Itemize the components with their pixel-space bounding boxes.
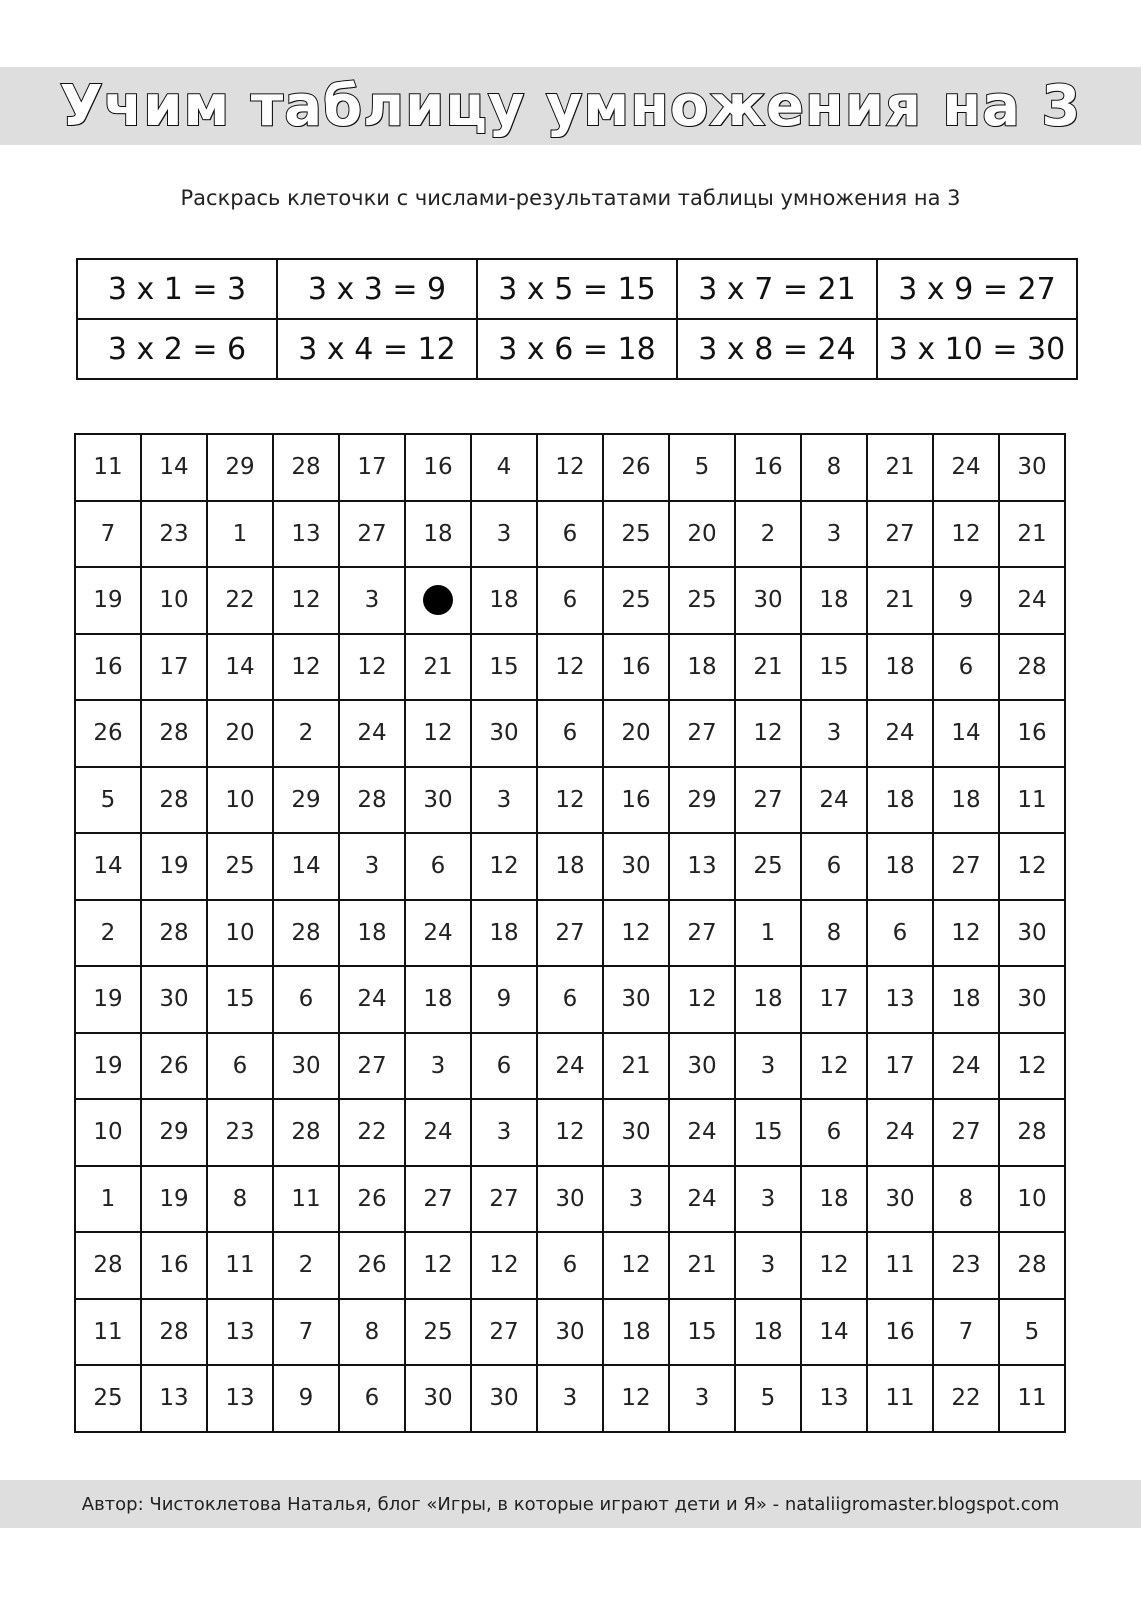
- grid-cell[interactable]: 3: [735, 1232, 801, 1299]
- grid-cell[interactable]: 27: [933, 833, 999, 900]
- grid-cell[interactable]: 11: [273, 1166, 339, 1233]
- grid-cell[interactable]: 24: [405, 900, 471, 967]
- grid-cell[interactable]: 29: [669, 767, 735, 834]
- grid-cell[interactable]: 15: [735, 1099, 801, 1166]
- grid-cell[interactable]: 3: [735, 1033, 801, 1100]
- grid-cell[interactable]: 3: [471, 767, 537, 834]
- grid-cell[interactable]: 18: [471, 567, 537, 634]
- grid-cell[interactable]: 27: [405, 1166, 471, 1233]
- grid-cell[interactable]: 6: [801, 833, 867, 900]
- grid-cell[interactable]: 14: [933, 700, 999, 767]
- grid-cell[interactable]: 3: [603, 1166, 669, 1233]
- grid-cell[interactable]: 10: [207, 900, 273, 967]
- grid-cell[interactable]: 16: [141, 1232, 207, 1299]
- grid-cell[interactable]: 18: [801, 1166, 867, 1233]
- grid-cell[interactable]: 18: [735, 966, 801, 1033]
- grid-cell[interactable]: 24: [933, 434, 999, 501]
- grid-cell[interactable]: 27: [669, 900, 735, 967]
- grid-cell[interactable]: 21: [405, 634, 471, 701]
- grid-cell[interactable]: 27: [339, 1033, 405, 1100]
- grid-cell[interactable]: 6: [273, 966, 339, 1033]
- grid-cell[interactable]: 30: [471, 700, 537, 767]
- grid-cell[interactable]: 6: [537, 700, 603, 767]
- grid-cell[interactable]: 13: [207, 1299, 273, 1366]
- grid-cell[interactable]: 19: [141, 1166, 207, 1233]
- grid-cell[interactable]: 12: [603, 1365, 669, 1432]
- grid-cell[interactable]: 26: [339, 1232, 405, 1299]
- grid-cell[interactable]: 25: [603, 501, 669, 568]
- fact-cell: 3 x 5 = 15: [477, 259, 677, 319]
- grid-cell[interactable]: 21: [999, 501, 1065, 568]
- grid-cell[interactable]: 5: [735, 1365, 801, 1432]
- grid-row: [75, 900, 1065, 967]
- grid-cell[interactable]: 9: [933, 567, 999, 634]
- grid-cell[interactable]: 18: [801, 567, 867, 634]
- grid-cell[interactable]: 27: [339, 501, 405, 568]
- grid-cell[interactable]: 17: [867, 1033, 933, 1100]
- grid-cell[interactable]: 7: [75, 501, 141, 568]
- grid-cell[interactable]: 26: [603, 434, 669, 501]
- grid-cell[interactable]: 10: [141, 567, 207, 634]
- grid-row: [75, 1365, 1065, 1432]
- grid-cell[interactable]: 18: [735, 1299, 801, 1366]
- title-bar: [0, 67, 1141, 145]
- grid-cell[interactable]: 18: [669, 634, 735, 701]
- grid-cell[interactable]: 13: [801, 1365, 867, 1432]
- fact-cell: 3 x 6 = 18: [477, 319, 677, 379]
- grid-cell[interactable]: 3: [339, 833, 405, 900]
- grid-cell[interactable]: 11: [999, 767, 1065, 834]
- grid-cell[interactable]: 17: [801, 966, 867, 1033]
- grid-cell[interactable]: 2: [273, 1232, 339, 1299]
- grid-cell[interactable]: 3: [537, 1365, 603, 1432]
- grid-cell[interactable]: 15: [801, 634, 867, 701]
- grid-cell[interactable]: 3: [801, 700, 867, 767]
- grid-row: [75, 1232, 1065, 1299]
- grid-cell[interactable]: 6: [537, 1232, 603, 1299]
- grid-cell[interactable]: 18: [405, 501, 471, 568]
- dot-icon: [423, 585, 453, 615]
- grid-cell[interactable]: 6: [405, 833, 471, 900]
- grid-cell[interactable]: 18: [471, 900, 537, 967]
- grid-cell[interactable]: 12: [735, 700, 801, 767]
- grid-cell[interactable]: 30: [537, 1166, 603, 1233]
- grid-row: [75, 501, 1065, 568]
- grid-cell[interactable]: 12: [273, 634, 339, 701]
- grid-cell[interactable]: 12: [405, 1232, 471, 1299]
- grid-cell[interactable]: 13: [207, 1365, 273, 1432]
- grid-cell[interactable]: 6: [471, 1033, 537, 1100]
- grid-cell[interactable]: 6: [537, 501, 603, 568]
- grid-cell[interactable]: 17: [141, 634, 207, 701]
- grid-cell[interactable]: 30: [141, 966, 207, 1033]
- grid-cell[interactable]: 12: [603, 1232, 669, 1299]
- grid-cell[interactable]: 30: [603, 833, 669, 900]
- grid-row: [75, 1299, 1065, 1366]
- grid-cell[interactable]: 24: [999, 567, 1065, 634]
- grid-cell[interactable]: 28: [141, 1299, 207, 1366]
- grid-cell[interactable]: 27: [735, 767, 801, 834]
- grid-cell[interactable]: 12: [999, 1033, 1065, 1100]
- grid-cell[interactable]: 15: [669, 1299, 735, 1366]
- grid-cell[interactable]: 11: [867, 1232, 933, 1299]
- grid-cell[interactable]: 25: [207, 833, 273, 900]
- grid-cell[interactable]: 24: [867, 1099, 933, 1166]
- grid-cell[interactable]: 25: [735, 833, 801, 900]
- grid-cell[interactable]: 21: [669, 1232, 735, 1299]
- grid-cell[interactable]: 6: [537, 966, 603, 1033]
- grid-cell[interactable]: 19: [75, 567, 141, 634]
- grid-cell[interactable]: 20: [207, 700, 273, 767]
- grid-cell[interactable]: 16: [999, 700, 1065, 767]
- grid-cell[interactable]: 5: [75, 767, 141, 834]
- grid-row: [75, 966, 1065, 1033]
- instructions: Раскрась клеточки с числами-результатами таблицы умножения на 3: [180, 186, 961, 210]
- grid-cell[interactable]: 28: [141, 700, 207, 767]
- grid-cell[interactable]: 6: [339, 1365, 405, 1432]
- grid-cell[interactable]: 30: [999, 900, 1065, 967]
- grid-cell[interactable]: 24: [537, 1033, 603, 1100]
- grid-cell[interactable]: 24: [933, 1033, 999, 1100]
- grid-cell[interactable]: 24: [339, 966, 405, 1033]
- grid-cell[interactable]: 14: [75, 833, 141, 900]
- grid-cell[interactable]: 25: [75, 1365, 141, 1432]
- grid-cell[interactable]: 12: [537, 634, 603, 701]
- grid-cell[interactable]: 22: [207, 567, 273, 634]
- grid-cell[interactable]: 27: [867, 501, 933, 568]
- grid-cell[interactable]: 3: [405, 1033, 471, 1100]
- grid-cell[interactable]: 30: [603, 1099, 669, 1166]
- fact-cell: 3 x 10 = 30: [877, 319, 1077, 379]
- grid-cell[interactable]: 30: [735, 567, 801, 634]
- grid-cell[interactable]: 5: [669, 434, 735, 501]
- grid-cell[interactable]: 14: [801, 1299, 867, 1366]
- grid-row: [75, 1166, 1065, 1233]
- grid-row: [75, 567, 1065, 634]
- grid-cell[interactable]: 6: [537, 567, 603, 634]
- grid-cell[interactable]: 7: [273, 1299, 339, 1366]
- grid-row: [75, 833, 1065, 900]
- grid-cell[interactable]: 12: [933, 501, 999, 568]
- grid-cell[interactable]: 18: [405, 966, 471, 1033]
- grid-cell[interactable]: 12: [471, 1232, 537, 1299]
- grid-cell[interactable]: 30: [273, 1033, 339, 1100]
- fact-cell: 3 x 9 = 27: [877, 259, 1077, 319]
- grid-cell[interactable]: 18: [537, 833, 603, 900]
- grid-cell[interactable]: 6: [801, 1099, 867, 1166]
- grid-cell[interactable]: 28: [339, 767, 405, 834]
- grid-cell[interactable]: 28: [273, 900, 339, 967]
- grid-cell[interactable]: 23: [141, 501, 207, 568]
- grid-cell[interactable]: 22: [339, 1099, 405, 1166]
- grid-cell[interactable]: 16: [867, 1299, 933, 1366]
- grid-cell[interactable]: 30: [603, 966, 669, 1033]
- grid-cell[interactable]: 16: [405, 434, 471, 501]
- grid-cell[interactable]: 12: [339, 634, 405, 701]
- grid-cell[interactable]: 11: [999, 1365, 1065, 1432]
- grid-cell[interactable]: 18: [603, 1299, 669, 1366]
- coloring-grid: [74, 433, 1066, 1433]
- grid-row: [75, 700, 1065, 767]
- grid-cell[interactable]: 17: [339, 434, 405, 501]
- grid-cell[interactable]: 25: [669, 567, 735, 634]
- grid-cell[interactable]: 21: [867, 567, 933, 634]
- grid-cell[interactable]: 9: [273, 1365, 339, 1432]
- fact-cell: 3 x 3 = 9: [277, 259, 477, 319]
- grid-cell[interactable]: 3: [735, 1166, 801, 1233]
- grid-cell[interactable]: 19: [141, 833, 207, 900]
- grid-cell[interactable]: 16: [735, 434, 801, 501]
- grid-cell[interactable]: 3: [669, 1365, 735, 1432]
- grid-cell[interactable]: 27: [471, 1299, 537, 1366]
- grid-cell[interactable]: 28: [999, 634, 1065, 701]
- grid-cell[interactable]: 28: [141, 767, 207, 834]
- fact-cell: 3 x 2 = 6: [77, 319, 277, 379]
- grid-cell[interactable]: 26: [339, 1166, 405, 1233]
- grid-cell[interactable]: 20: [603, 700, 669, 767]
- grid-cell[interactable]: 30: [867, 1166, 933, 1233]
- grid-cell[interactable]: 28: [999, 1232, 1065, 1299]
- grid-cell[interactable]: 23: [207, 1099, 273, 1166]
- grid-cell[interactable]: 21: [735, 634, 801, 701]
- grid-cell[interactable]: 18: [933, 767, 999, 834]
- grid-cell[interactable]: 29: [273, 767, 339, 834]
- grid-cell[interactable]: 26: [141, 1033, 207, 1100]
- grid-cell[interactable]: 30: [537, 1299, 603, 1366]
- grid-cell[interactable]: 28: [273, 434, 339, 501]
- grid-cell[interactable]: 24: [867, 700, 933, 767]
- grid-cell[interactable]: 27: [933, 1099, 999, 1166]
- grid-cell[interactable]: 19: [75, 1033, 141, 1100]
- grid-cell[interactable]: 12: [801, 1033, 867, 1100]
- fact-cell: 3 x 8 = 24: [677, 319, 877, 379]
- grid-cell[interactable]: 12: [603, 900, 669, 967]
- grid-row: [75, 634, 1065, 701]
- grid-cell[interactable]: 29: [141, 1099, 207, 1166]
- grid-cell[interactable]: 10: [999, 1166, 1065, 1233]
- fact-cell: 3 x 4 = 12: [277, 319, 477, 379]
- grid-cell[interactable]: 6: [207, 1033, 273, 1100]
- grid-cell[interactable]: 6: [933, 634, 999, 701]
- grid-cell[interactable]: 14: [141, 434, 207, 501]
- grid-cell[interactable]: 20: [669, 501, 735, 568]
- grid-cell[interactable]: 8: [801, 900, 867, 967]
- grid-cell[interactable]: 2: [735, 501, 801, 568]
- grid-cell[interactable]: 8: [933, 1166, 999, 1233]
- grid-cell[interactable]: 12: [669, 966, 735, 1033]
- grid-cell[interactable]: 3: [471, 501, 537, 568]
- grid-cell[interactable]: 11: [867, 1365, 933, 1432]
- grid-cell[interactable]: 6: [867, 900, 933, 967]
- grid-cell[interactable]: 27: [669, 700, 735, 767]
- grid-cell[interactable]: 14: [273, 833, 339, 900]
- grid-cell[interactable]: 1: [75, 1166, 141, 1233]
- grid-row: [75, 767, 1065, 834]
- facts-row: [77, 319, 1077, 379]
- grid-cell[interactable]: 5: [999, 1299, 1065, 1366]
- grid-cell[interactable]: 18: [339, 900, 405, 967]
- grid-cell[interactable]: 18: [867, 767, 933, 834]
- grid-cell[interactable]: 12: [999, 833, 1065, 900]
- grid-cell[interactable]: 10: [75, 1099, 141, 1166]
- grid-cell[interactable]: 24: [339, 700, 405, 767]
- grid-cell[interactable]: 13: [141, 1365, 207, 1432]
- grid-cell[interactable]: 28: [273, 1099, 339, 1166]
- grid-cell-dot[interactable]: [405, 567, 471, 634]
- grid-cell[interactable]: 30: [471, 1365, 537, 1432]
- fact-cell: 3 x 7 = 21: [677, 259, 877, 319]
- grid-cell[interactable]: 12: [537, 434, 603, 501]
- grid-cell[interactable]: 27: [537, 900, 603, 967]
- grid-cell[interactable]: 18: [867, 634, 933, 701]
- grid-cell[interactable]: 9: [471, 966, 537, 1033]
- grid-cell[interactable]: 18: [933, 966, 999, 1033]
- grid-cell[interactable]: 21: [603, 1033, 669, 1100]
- grid-cell[interactable]: 12: [273, 567, 339, 634]
- grid-cell[interactable]: 12: [537, 767, 603, 834]
- grid-cell[interactable]: 12: [405, 700, 471, 767]
- grid-cell[interactable]: 24: [405, 1099, 471, 1166]
- grid-cell[interactable]: 11: [75, 434, 141, 501]
- grid-cell[interactable]: 28: [999, 1099, 1065, 1166]
- grid-row: [75, 434, 1065, 501]
- grid-cell[interactable]: 4: [471, 434, 537, 501]
- grid-cell[interactable]: 3: [471, 1099, 537, 1166]
- grid-cell[interactable]: 29: [207, 434, 273, 501]
- grid-cell[interactable]: 24: [801, 767, 867, 834]
- grid-cell[interactable]: 12: [537, 1099, 603, 1166]
- grid-cell[interactable]: 16: [603, 634, 669, 701]
- grid-cell[interactable]: 8: [207, 1166, 273, 1233]
- facts-row: [77, 259, 1077, 319]
- grid-cell[interactable]: 30: [669, 1033, 735, 1100]
- grid-cell[interactable]: 12: [801, 1232, 867, 1299]
- grid-cell[interactable]: 16: [75, 634, 141, 701]
- grid-cell[interactable]: 30: [999, 434, 1065, 501]
- grid-cell[interactable]: 11: [207, 1232, 273, 1299]
- grid-cell[interactable]: 25: [603, 567, 669, 634]
- grid-cell[interactable]: 27: [471, 1166, 537, 1233]
- grid-cell[interactable]: 15: [471, 634, 537, 701]
- fact-cell: 3 x 1 = 3: [77, 259, 277, 319]
- grid-cell[interactable]: 21: [867, 434, 933, 501]
- multiplication-facts-table: [76, 258, 1078, 380]
- grid-cell[interactable]: 10: [207, 767, 273, 834]
- grid-cell[interactable]: 30: [405, 1365, 471, 1432]
- grid-cell[interactable]: 24: [669, 1099, 735, 1166]
- grid-cell[interactable]: 28: [141, 900, 207, 967]
- grid-cell[interactable]: 15: [207, 966, 273, 1033]
- grid-cell[interactable]: 3: [339, 567, 405, 634]
- grid-cell[interactable]: 2: [75, 900, 141, 967]
- grid-cell[interactable]: 8: [339, 1299, 405, 1366]
- grid-cell[interactable]: 2: [273, 700, 339, 767]
- grid-row: [75, 1033, 1065, 1100]
- grid-cell[interactable]: 13: [669, 833, 735, 900]
- grid-cell[interactable]: 16: [603, 767, 669, 834]
- footer-credits: Автор: Чистоклетова Наталья, блог «Игры, в которые играют дети и Я» - nataliigromaster.blogspot.com: [0, 1480, 1141, 1528]
- grid-cell[interactable]: 13: [867, 966, 933, 1033]
- grid-cell[interactable]: 12: [933, 900, 999, 967]
- grid-cell[interactable]: 8: [801, 434, 867, 501]
- grid-cell[interactable]: 19: [75, 966, 141, 1033]
- grid-cell[interactable]: 14: [207, 634, 273, 701]
- page-title: Учим таблицу умножения на 3: [59, 73, 1082, 139]
- grid-row: [75, 1099, 1065, 1166]
- grid-cell[interactable]: 28: [75, 1232, 141, 1299]
- grid-cell[interactable]: 12: [471, 833, 537, 900]
- grid-cell[interactable]: 11: [75, 1299, 141, 1366]
- grid-cell[interactable]: 25: [405, 1299, 471, 1366]
- grid-cell[interactable]: 30: [405, 767, 471, 834]
- grid-cell[interactable]: 24: [669, 1166, 735, 1233]
- grid-cell[interactable]: 13: [273, 501, 339, 568]
- grid-cell[interactable]: 7: [933, 1299, 999, 1366]
- grid-cell[interactable]: 30: [999, 966, 1065, 1033]
- grid-cell[interactable]: 3: [801, 501, 867, 568]
- grid-cell[interactable]: 23: [933, 1232, 999, 1299]
- grid-cell[interactable]: 1: [735, 900, 801, 967]
- grid-cell[interactable]: 18: [867, 833, 933, 900]
- grid-cell[interactable]: 22: [933, 1365, 999, 1432]
- grid-cell[interactable]: 26: [75, 700, 141, 767]
- grid-cell[interactable]: 1: [207, 501, 273, 568]
